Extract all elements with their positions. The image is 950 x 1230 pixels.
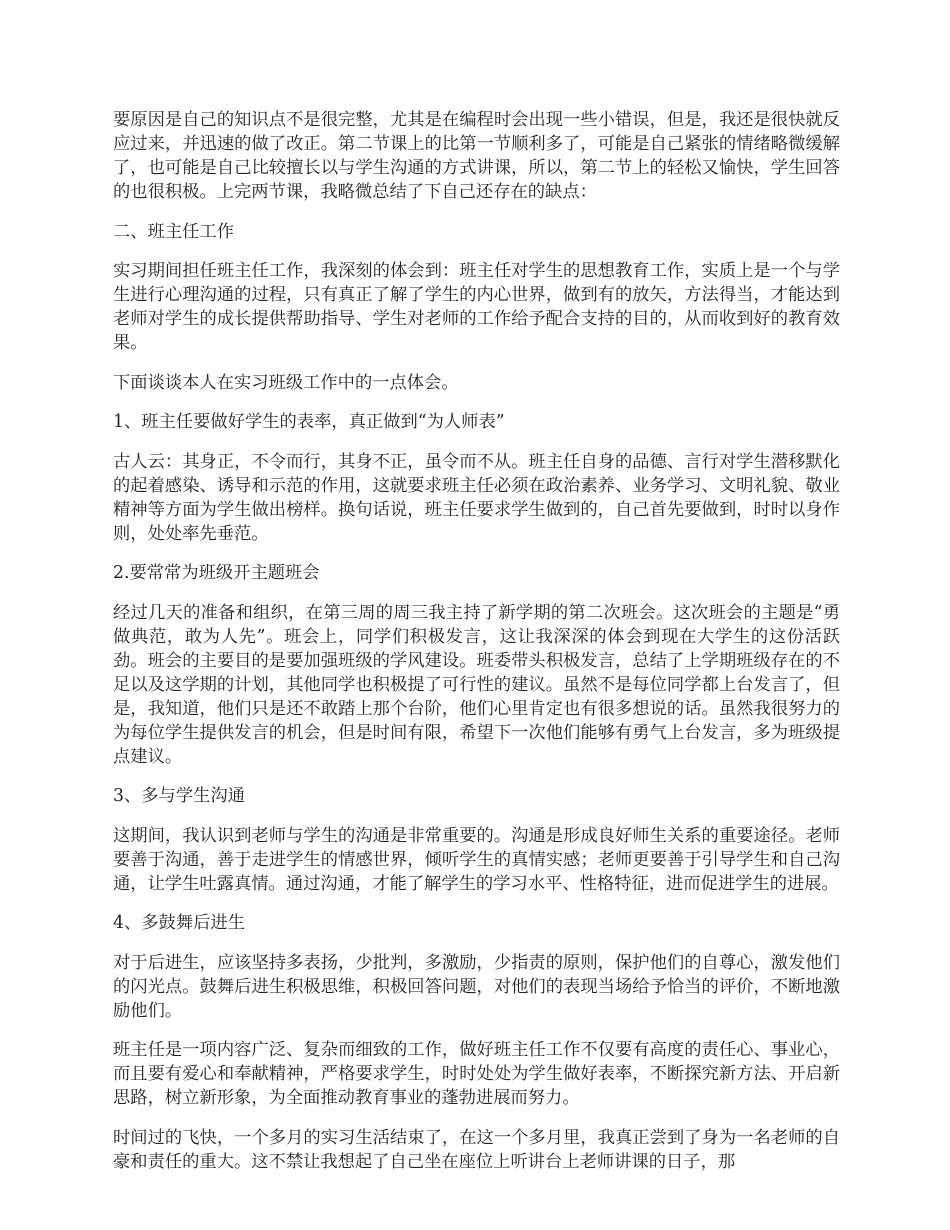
subheading-communication: 3、多与学生沟通 <box>113 786 245 806</box>
paragraph-homeroom-summary: 班主任是一项内容广泛、复杂而细致的工作，做好班主任工作不仅要有高度的责任心、事业心，而且要有爱心和奉献精神，严格要求学生，时时处处为学生做好表率，不断探究新方法、开启新思路，树立新形象，为全面推动教育事业的蓬勃进展而努力。 <box>113 1040 840 1108</box>
paragraph-intro-experience: 下面谈谈本人在实习班级工作中的一点体会。 <box>113 372 459 393</box>
document-body <box>113 108 840 1189</box>
subheading-role-model: 1、班主任要做好学生的表率，真正做到“为人师表” <box>113 412 505 432</box>
paragraph-class-meeting: 经过几天的准备和组织，在第三周的周三我主持了新学期的第二次班会。这次班会的主题是“勇做典范，敢为人先”。班会上，同学们积极发言，这让我深深的体会到现在大学生的这份活跃劲。班会的主要目的是要加强班级的学风建设。班委带头积极发言，总结了上学期班级存在的不足以及这学期的计划，其他同学也积极提了可行性的建议。虽然不是每位同学都上台发言了，但是，我知道，他们只是还不敢踏上那个台阶，他们心里肯定也有很多想说的话。虽然我很努力的为每位学生提供发言的机会，但是时间有限，希望下一次他们能够有勇气上台发言，多为班级提点建议。 <box>113 602 840 767</box>
paragraph-teaching-reflection: 要原因是自己的知识点不是很完整，尤其是在编程时会出现一些小错误，但是，我还是很快就反应过来，并迅速的做了改正。第二节课上的比第一节顺利多了，可能是自己紧张的情绪略微缓解了，也可能是自己比较擅长以与学生沟通的方式讲课，所以，第二节上的轻松又愉快，学生回答的也很积极。上完两节课，我略微总结了下自己还存在的缺点： <box>113 110 840 202</box>
paragraph-encourage-students: 对于后进生，应该坚持多表扬，少批判，多激励，少指责的原则，保护他们的自尊心，激发他们的闪光点。鼓舞后进生积极思维，积极回答问题，对他们的表现当场给予恰当的评价，不断地激励他们。 <box>113 952 840 1021</box>
paragraph-homeroom-insight: 实习期间担任班主任工作，我深刻的体会到：班主任对学生的思想教育工作，实质上是一个与学生进行心理沟通的过程，只有真正了解了学生的内心世界，做到有的放矢，方法得当，才能达到老师对学生的成长提供帮助指导、学生对老师的工作给予配合支持的目的，从而收到好的教育效果。 <box>113 261 840 353</box>
paragraph-communication: 这期间，我认识到老师与学生的沟通是非常重要的。沟通是形成良好师生关系的重要途径。老师要善于沟通，善于走进学生的情感世界，倾听学生的真情实感；老师更要善于引导学生和自己沟通，让学生吐露真情。通过沟通，才能了解学生的学习水平、性格特征，进而促进学生的进展。 <box>113 825 840 894</box>
subheading-class-meeting: 2.要常常为班级开主题班会 <box>113 563 320 583</box>
paragraph-closing: 时间过的飞快，一个多月的实习生活结束了，在这一个多月里，我真正尝到了身为一名老师的自豪和责任的重大。这不禁让我想起了自己坐在座位上听讲台上老师讲课的日子，那 <box>113 1127 840 1172</box>
subheading-encourage-students: 4、多鼓舞后进生 <box>113 913 245 933</box>
section-heading-homeroom-work: 二、班主任工作 <box>113 221 234 242</box>
paragraph-role-model: 古人云：其身正，不令而行，其身不正，虽令而不从。班主任自身的品德、言行对学生潜移默化的起着感染、诱导和示范的作用，这就要求班主任必须在政治素养、业务学习、文明礼貌、敬业精神等方面为学生做出榜样。换句话说，班主任要求学生做到的，自己首先要做到，时时以身作则，处处率先垂范。 <box>113 451 840 544</box>
